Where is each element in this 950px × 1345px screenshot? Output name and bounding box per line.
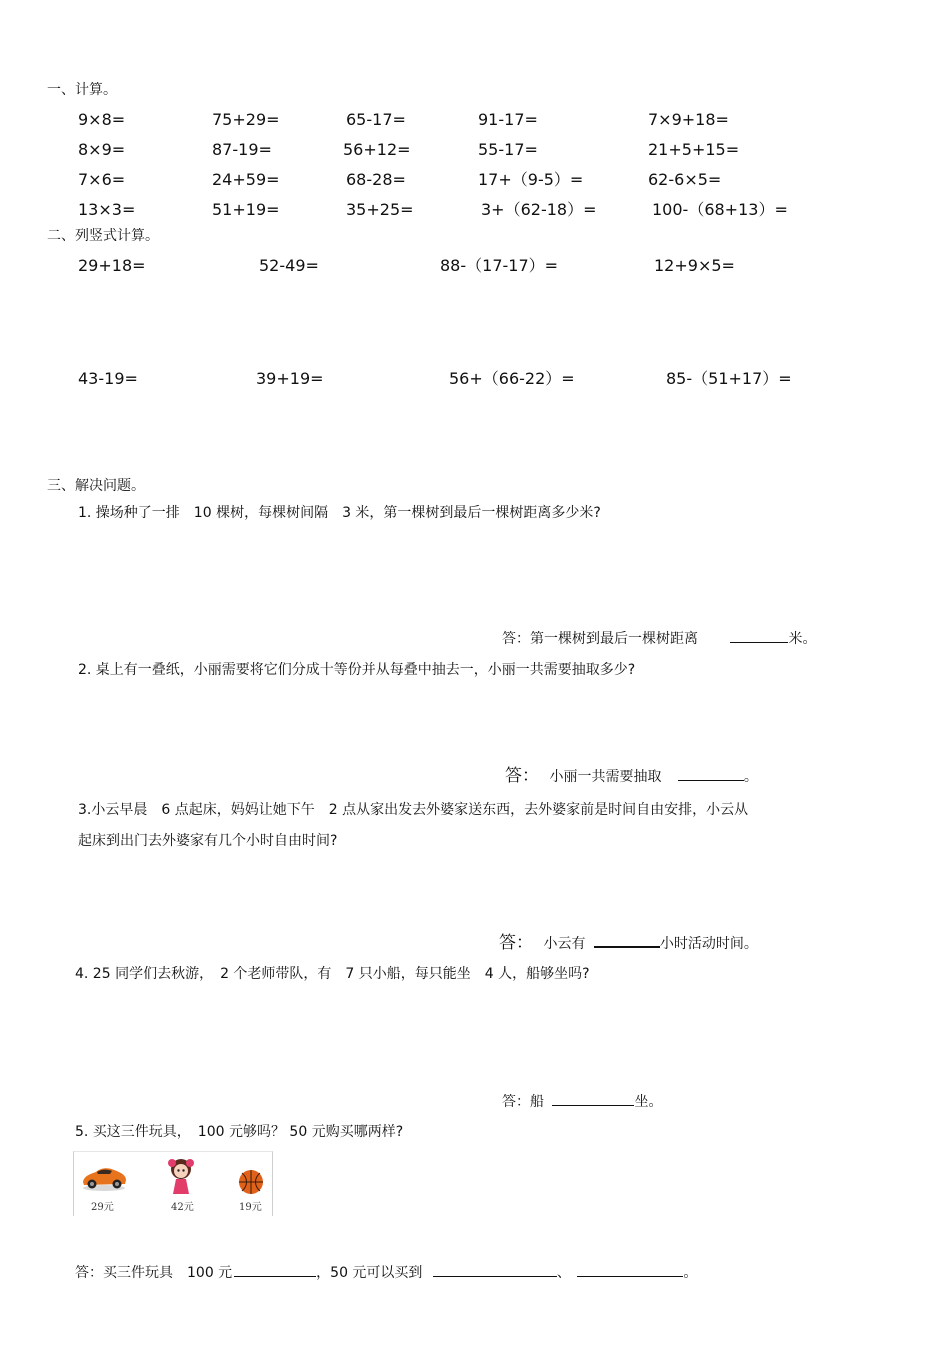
calc-item: 13×3= <box>78 200 136 219</box>
answer-blank[interactable] <box>594 932 660 948</box>
answer-suffix: 。 <box>743 769 758 785</box>
calc-item: 91-17= <box>478 110 538 129</box>
answer-prefix: 小云有 <box>543 936 586 952</box>
answer-mark: 答： <box>505 766 539 786</box>
answer-prefix: 答：买三件玩具 100 元 <box>75 1265 233 1281</box>
problem-1-answer <box>502 628 816 646</box>
calc-item: 87-19= <box>212 140 272 159</box>
answer-suffix: 小时活动时间。 <box>659 936 758 952</box>
problem-3-question-line2: 起床到出门去外婆家有几个小时自由时间? <box>78 833 338 849</box>
calc-item: 55-17= <box>478 140 538 159</box>
section1-heading: 一、计算。 <box>47 82 117 98</box>
problem-3-answer <box>499 932 758 952</box>
answer-suffix: 米。 <box>788 631 817 647</box>
calc-item: 9×8= <box>78 110 126 129</box>
vertical-calc-item: 29+18= <box>78 256 146 275</box>
calc-item: 17+（9-5）= <box>478 170 584 189</box>
vertical-calc-item: 43-19= <box>78 369 138 388</box>
calc-item: 68-28= <box>346 170 406 189</box>
toy-price-image <box>73 1151 273 1216</box>
answer-blank[interactable] <box>678 766 744 781</box>
answer-middle: ，50 元可以买到 <box>316 1265 423 1281</box>
answer-prefix: 答：船 <box>502 1094 544 1110</box>
calc-item: 62-6×5= <box>648 170 722 189</box>
calc-item: 35+25= <box>346 200 414 219</box>
answer-blank[interactable] <box>234 1262 316 1277</box>
problem-4-answer <box>502 1091 662 1109</box>
vertical-calc-item: 85-（51+17）= <box>666 369 792 388</box>
calc-item: 24+59= <box>212 170 280 189</box>
calc-item: 51+19= <box>212 200 280 219</box>
toy-car-icon <box>80 1160 128 1192</box>
section3-heading: 三、解决问题。 <box>47 478 145 494</box>
toy-price: 29元 <box>91 1202 114 1213</box>
vertical-calc-item: 12+9×5= <box>654 256 735 275</box>
calc-item: 65-17= <box>346 110 406 129</box>
calc-item: 7×6= <box>78 170 126 189</box>
toy-price: 42元 <box>171 1202 194 1213</box>
vertical-calc-item: 56+（66-22）= <box>449 369 575 388</box>
answer-mark: 答： <box>499 933 533 953</box>
problem-3-question-line1: 3.小云早晨 6 点起床，妈妈让她下午 2 点从家出发去外婆家送东西，去外婆家前是时间自由安排，小云从 <box>78 802 749 818</box>
vertical-calc-item: 88-（17-17）= <box>440 256 559 275</box>
answer-suffix: 坐。 <box>634 1094 663 1110</box>
vertical-calc-item: 39+19= <box>256 369 324 388</box>
answer-blank[interactable] <box>730 628 788 643</box>
answer-blank[interactable] <box>552 1091 634 1106</box>
vertical-calc-item: 52-49= <box>259 256 319 275</box>
calc-item: 3+（62-18）= <box>481 200 597 219</box>
section2-heading: 二、列竖式计算。 <box>47 228 159 244</box>
calc-item: 56+12= <box>343 140 411 159</box>
problem-2-question: 2. 桌上有一叠纸，小丽需要将它们分成十等份并从每叠中抽去一，小丽一共需要抽取多少? <box>78 662 636 678</box>
toy-doll-icon <box>166 1158 196 1196</box>
problem-5-answer <box>75 1262 697 1280</box>
answer-prefix: 答：第一棵树到最后一棵树距离 <box>502 631 698 647</box>
calc-item: 7×9+18= <box>648 110 729 129</box>
calc-item: 75+29= <box>212 110 280 129</box>
calc-item: 21+5+15= <box>648 140 740 159</box>
problem-4-question: 4. 25 同学们去秋游， 2 个老师带队，有 7 只小船，每只能坐 4 人，船够坐吗? <box>75 966 590 982</box>
answer-prefix: 小丽一共需要抽取 <box>549 769 662 785</box>
problem-1-question: 1. 操场种了一排 10 棵树，每棵树间隔 3 米，第一棵树到最后一棵树距离多少米? <box>78 505 601 521</box>
answer-blank[interactable] <box>577 1262 683 1277</box>
basketball-icon <box>237 1168 265 1196</box>
problem-5-question: 5. 买这三件玩具， 100 元够吗？ 50 元购买哪两样? <box>75 1124 404 1140</box>
answer-blank[interactable] <box>433 1262 557 1277</box>
calc-item: 100-（68+13）= <box>652 200 788 219</box>
answer-suffix: 。 <box>683 1265 698 1281</box>
calc-item: 8×9= <box>78 140 126 159</box>
problem-2-answer <box>505 766 758 785</box>
answer-separator: 、 <box>556 1265 571 1281</box>
toy-price: 19元 <box>239 1202 262 1213</box>
